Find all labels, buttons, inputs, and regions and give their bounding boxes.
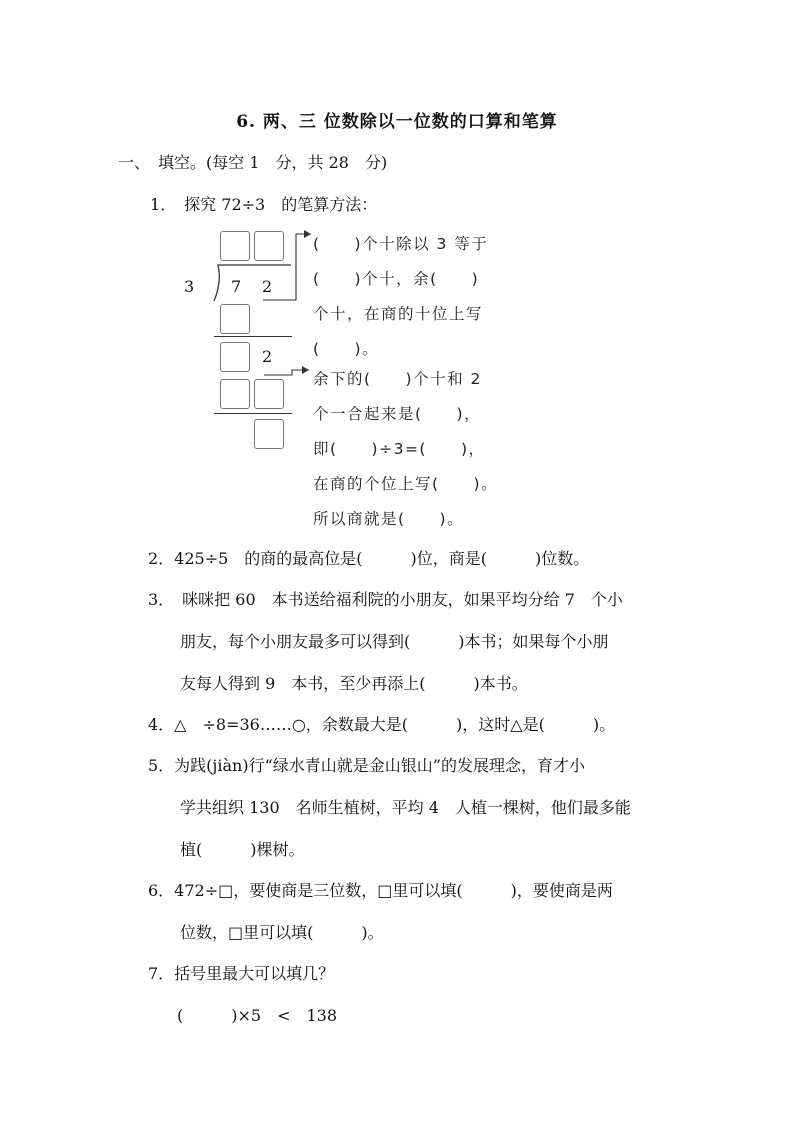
product-2-ones-box[interactable]	[254, 379, 284, 409]
explanation-line: ( )个十，余( )	[313, 270, 480, 288]
remainder-1-box[interactable]	[220, 342, 250, 372]
question-5-line-2: 学共组织 130 名师生植树，平均 4 人植一棵树，他们最多能	[180, 798, 631, 817]
final-remainder-box[interactable]	[254, 419, 284, 449]
question-3-line-2: 朋友，每个小朋友最多可以得到( )本书；如果每个小朋	[180, 632, 609, 651]
section-heading: 一、 填空。(每空 1 分，共 28 分)	[118, 153, 388, 172]
question-7-label: 7．括号里最大可以填几？	[148, 964, 335, 983]
explanation-line: 个十，在商的十位上写	[313, 305, 484, 323]
question-6-line-1: 6．472÷□，要使商是三位数，□里可以填( )，要使商是两	[148, 881, 613, 900]
question-4: 4．△ ÷8=36……○，余数最大是( )，这时△是( )。	[148, 715, 616, 734]
page-title: 6. 两、三 位数除以一位数的口算和笔算	[236, 112, 558, 132]
question-3-line-1: 3． 咪咪把 60 本书送给福利院的小朋友，如果平均分给 7 个小	[148, 590, 623, 609]
explanation-line: 即( )÷3=( )，	[313, 440, 486, 458]
question-2: 2．425÷5 的商的最高位是( )位，商是( )位数。	[148, 549, 590, 568]
division-line	[214, 336, 292, 337]
division-line	[214, 413, 292, 414]
question-7-expression: ( )×5 < 138	[177, 1006, 338, 1025]
explanation-line: 所以商就是( )。	[313, 510, 465, 528]
dividend-ones: 2	[262, 277, 273, 296]
explanation-line: 个一合起来是( )，	[313, 405, 482, 423]
question-5-line-3: 植( )棵树。	[180, 840, 305, 859]
question-5-line-1: 5．为践(jiàn)行“绿水青山就是金山银山”的发展理念，育才小	[148, 756, 585, 775]
explanation-line: ( )。	[313, 340, 380, 358]
product-2-tens-box[interactable]	[220, 379, 250, 409]
product-1-box[interactable]	[220, 304, 250, 334]
question-1-label: 1． 探究 72÷3 的笔算方法：	[150, 195, 378, 214]
question-6-line-2: 位数，□里可以填( )。	[180, 923, 384, 942]
explanation-line: ( )个十除以 3 等于	[313, 235, 489, 253]
brought-down-digit: 2	[262, 347, 273, 366]
explanation-line: 在商的个位上写( )。	[313, 475, 499, 493]
dividend-tens: 7	[231, 277, 242, 296]
explanation-line: 余下的( )个十和 2	[313, 370, 482, 388]
question-3-line-3: 友每人得到 9 本书，至少再添上( )本书。	[180, 674, 528, 693]
divisor: 3	[184, 277, 195, 296]
